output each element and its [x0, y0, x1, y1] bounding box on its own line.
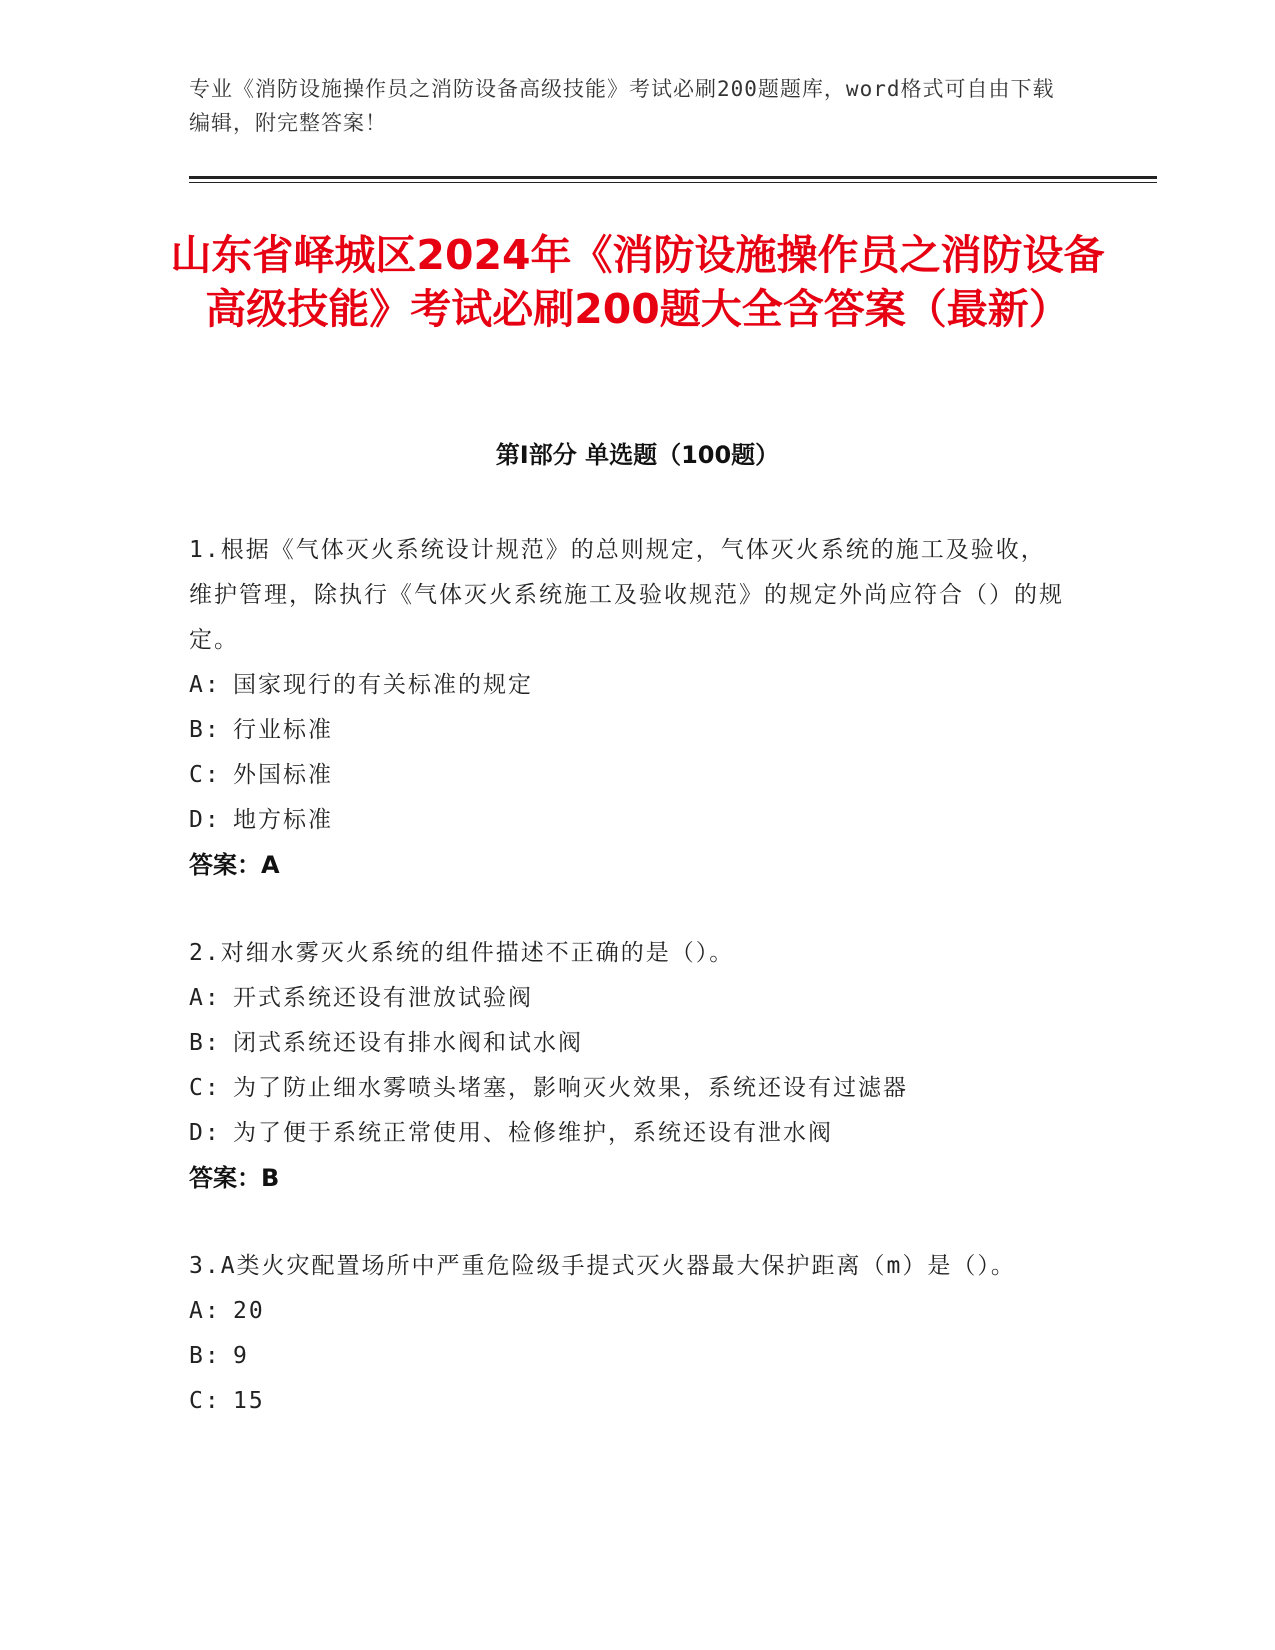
option-text: 国家现行的有关标准的规定	[233, 672, 533, 698]
option-text: 地方标准	[233, 807, 333, 833]
option-text: 15	[233, 1388, 265, 1414]
option-letter: B:	[189, 1030, 221, 1056]
question-1	[189, 528, 1069, 888]
question-3	[189, 1244, 1069, 1424]
option-letter: B:	[189, 1343, 221, 1369]
option-b	[189, 708, 1069, 753]
option-text: 为了防止细水雾喷头堵塞，影响灭火效果，系统还设有过滤器	[233, 1075, 908, 1101]
answer-line: 答案：A	[189, 851, 280, 879]
question-2	[189, 931, 1069, 1201]
document-title: 山东省峄城区2024年《消防设施操作员之消防设备高级技能》考试必刷200题大全含答案（最新）	[170, 231, 1105, 333]
section-title: 第I部分 单选题（100题）	[495, 441, 780, 469]
option-text: 20	[233, 1298, 265, 1324]
header-note: 专业《消防设施操作员之消防设备高级技能》考试必刷200题题库，word格式可自由下载编辑，附完整答案！	[189, 77, 1055, 135]
header-divider-thick	[189, 176, 1157, 179]
option-text: 开式系统还设有泄放试验阀	[233, 985, 533, 1011]
option-letter: C:	[189, 762, 221, 788]
option-letter: C:	[189, 1075, 221, 1101]
header-divider-thin	[189, 182, 1157, 183]
option-letter: B:	[189, 717, 221, 743]
option-text: 9	[233, 1343, 249, 1369]
option-letter: A:	[189, 672, 221, 698]
option-text: 行业标准	[233, 717, 333, 743]
option-text: 外国标准	[233, 762, 333, 788]
question-list	[189, 528, 1069, 1467]
option-letter: C:	[189, 1388, 221, 1414]
option-text: 闭式系统还设有排水阀和试水阀	[233, 1030, 583, 1056]
option-letter: A:	[189, 1298, 221, 1324]
option-letter: A:	[189, 985, 221, 1011]
option-a	[189, 663, 1069, 708]
question-stem: 3.A类火灾配置场所中严重危险级手提式灭火器最大保护距离（m）是（）。	[189, 1253, 1016, 1279]
option-c	[189, 1379, 1069, 1424]
option-c	[189, 1066, 1069, 1111]
option-c	[189, 753, 1069, 798]
option-b	[189, 1334, 1069, 1379]
option-b	[189, 1021, 1069, 1066]
option-d	[189, 1111, 1069, 1156]
option-d	[189, 798, 1069, 843]
answer-line: 答案：B	[189, 1164, 280, 1192]
option-letter: D:	[189, 807, 221, 833]
option-a	[189, 976, 1069, 1021]
option-a	[189, 1289, 1069, 1334]
question-stem: 1.根据《气体灭火系统设计规范》的总则规定，气体灭火系统的施工及验收，维护管理，除执行《气体灭火系统施工及验收规范》的规定外尚应符合（）的规定。	[189, 537, 1064, 653]
option-letter: D:	[189, 1120, 221, 1146]
option-text: 为了便于系统正常使用、检修维护，系统还设有泄水阀	[233, 1120, 833, 1146]
question-stem: 2.对细水雾灭火系统的组件描述不正确的是（）。	[189, 940, 735, 966]
